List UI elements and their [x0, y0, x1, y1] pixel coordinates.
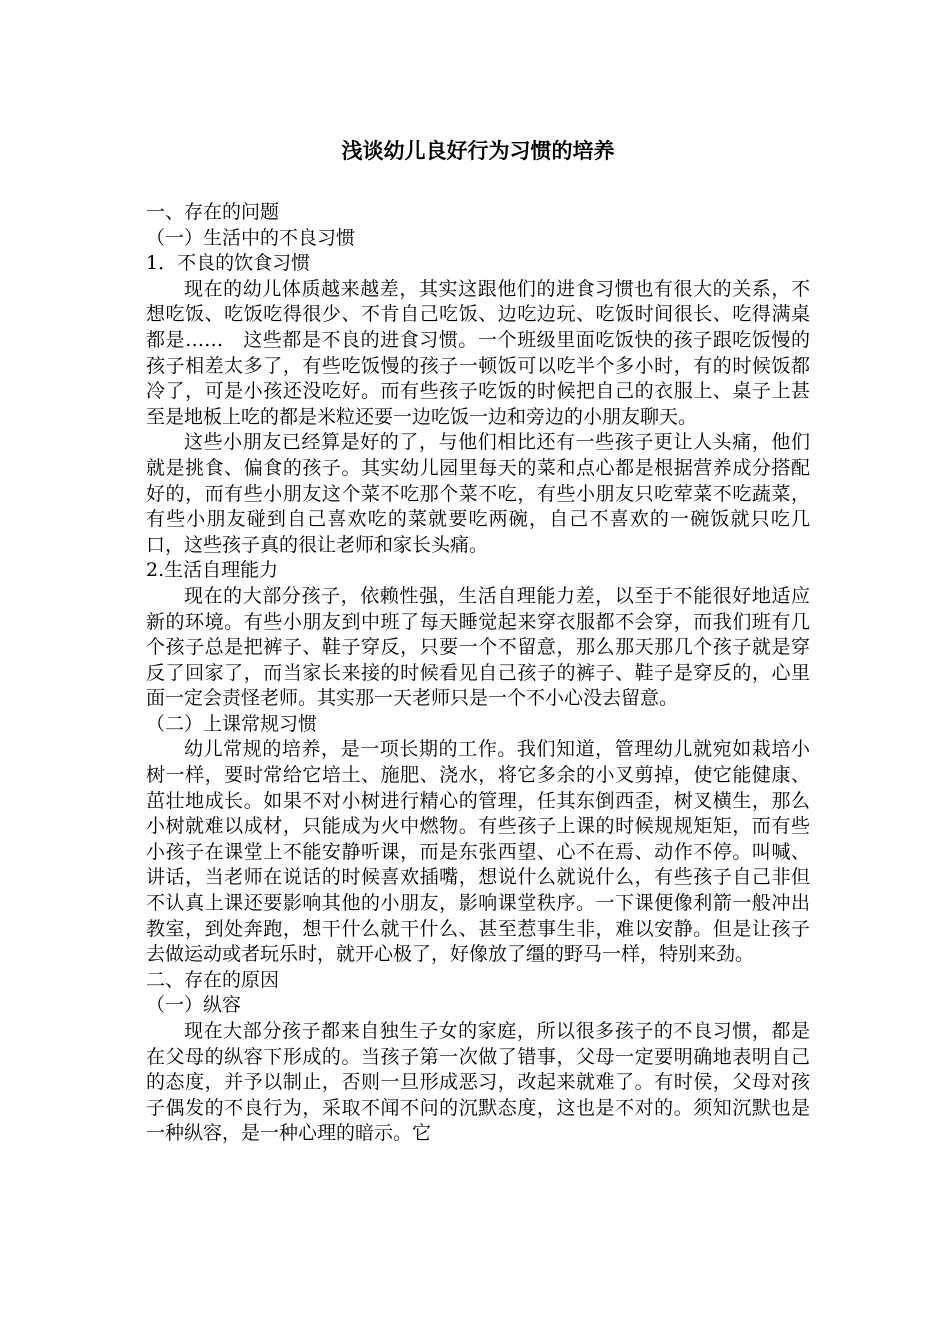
subsection-heading-life-habits: （一）生活中的不良习惯 [146, 226, 356, 249]
section-heading-causes: 二、存在的原因 [146, 968, 280, 991]
paragraph-eating-habits: 现在的幼儿体质越来越差，其实这跟他们的进食习惯也有很大的关系，不想吃饭、吃饭吃得很少、不肯自己吃饭、边吃边玩、吃饭时间很长、吃得满桌都是…… 这些都是不良的进食习惯。一个班级里面吃饭快的孩子跟吃饭慢的孩子相差太多了，有些吃饭慢的孩子一顿饭可以吃半个多小时，有的时候饭都冷了，可是小孩还没吃好。而有些孩子吃饭的时候把自己的衣服上、桌子上甚至是地板上吃的都是米粒还要一边吃饭一边和旁边的小朋友聊天。 [146, 277, 810, 428]
document-body [146, 200, 810, 1147]
paragraph-picky-eaters: 这些小朋友已经算是好的了，与他们相比还有一些孩子更让人头痛，他们就是挑食、偏食的孩子。其实幼儿园里每天的菜和点心都是根据营养成分搭配好的，而有些小朋友这个菜不吃那个菜不吃，有些小朋友只吃荤菜不吃蔬菜，有些小朋友碰到自己喜欢吃的菜就要吃两碗，自己不喜欢的一碗饭就只吃几口，这些孩子真的很让老师和家长头痛。 [146, 431, 810, 556]
document-title: 浅谈幼儿良好行为习惯的培养 [341, 139, 615, 163]
item-heading-self-care: 2.生活自理能力 [146, 559, 279, 582]
paragraph-class-routine: 幼儿常规的培养，是一项长期的工作。我们知道，管理幼儿就宛如栽培小树一样，要时常给它培土、施肥、浇水，将它多余的小叉剪掉，使它能健康、茁壮地成长。如果不对小树进行精心的管理，任其东倒西歪，树叉横生，那么小树就难以成材，只能成为火中燃物。有些孩子上课的时候规规矩矩，而有些小孩子在课堂上不能安静听课，而是东张西望、心不在焉、动作不停。叫喊、讲话，当老师在说话的时候喜欢插嘴，想说什么就说什么，有些孩子自己非但不认真上课还要影响其他的小朋友，影响课堂秩序。一下课便像利箭一般冲出教室，到处奔跑，想干什么就干什么、甚至惹事生非，难以安静。但是让孩子去做运动或者玩乐时，就开心极了，好像放了缰的野马一样，特别来劲。 [146, 738, 810, 966]
section-heading-problems: 一、存在的问题 [146, 201, 280, 223]
paragraph-indulgence: 现在大部分孩子都来自独生子女的家庭，所以很多孩子的不良习惯，都是在父母的纵容下形成的。当孩子第一次做了错事，父母一定要明确地表明自己的态度，并予以制止，否则一旦形成恶习，改起来就难了。有时侯，父母对孩子偶发的不良行为，采取不闻不问的沉默态度，这也是不对的。须知沉默也是一种纵容，是一种心理的暗示。它 [146, 1020, 810, 1145]
item-heading-eating-habits: 1．不良的饮食习惯 [146, 252, 311, 275]
paragraph-self-care: 现在的大部分孩子，依赖性强，生活自理能力差，以至于不能很好地适应新的环境。有些小朋友到中班了每天睡觉起来穿衣服都不会穿，而我们班有几个孩子总是把裤子、鞋子穿反，只要一个不留意，那么那天那几个孩子就是穿反了回家了，而当家长来接的时候看见自己孩子的裤子、鞋子是穿反的，心里面一定会责怪老师。其实那一天老师只是一个不小心没去留意。 [146, 584, 810, 710]
subsection-heading-class-routine: （二）上课常规习惯 [146, 712, 318, 735]
subsection-heading-indulgence: （一）纵容 [146, 994, 242, 1017]
